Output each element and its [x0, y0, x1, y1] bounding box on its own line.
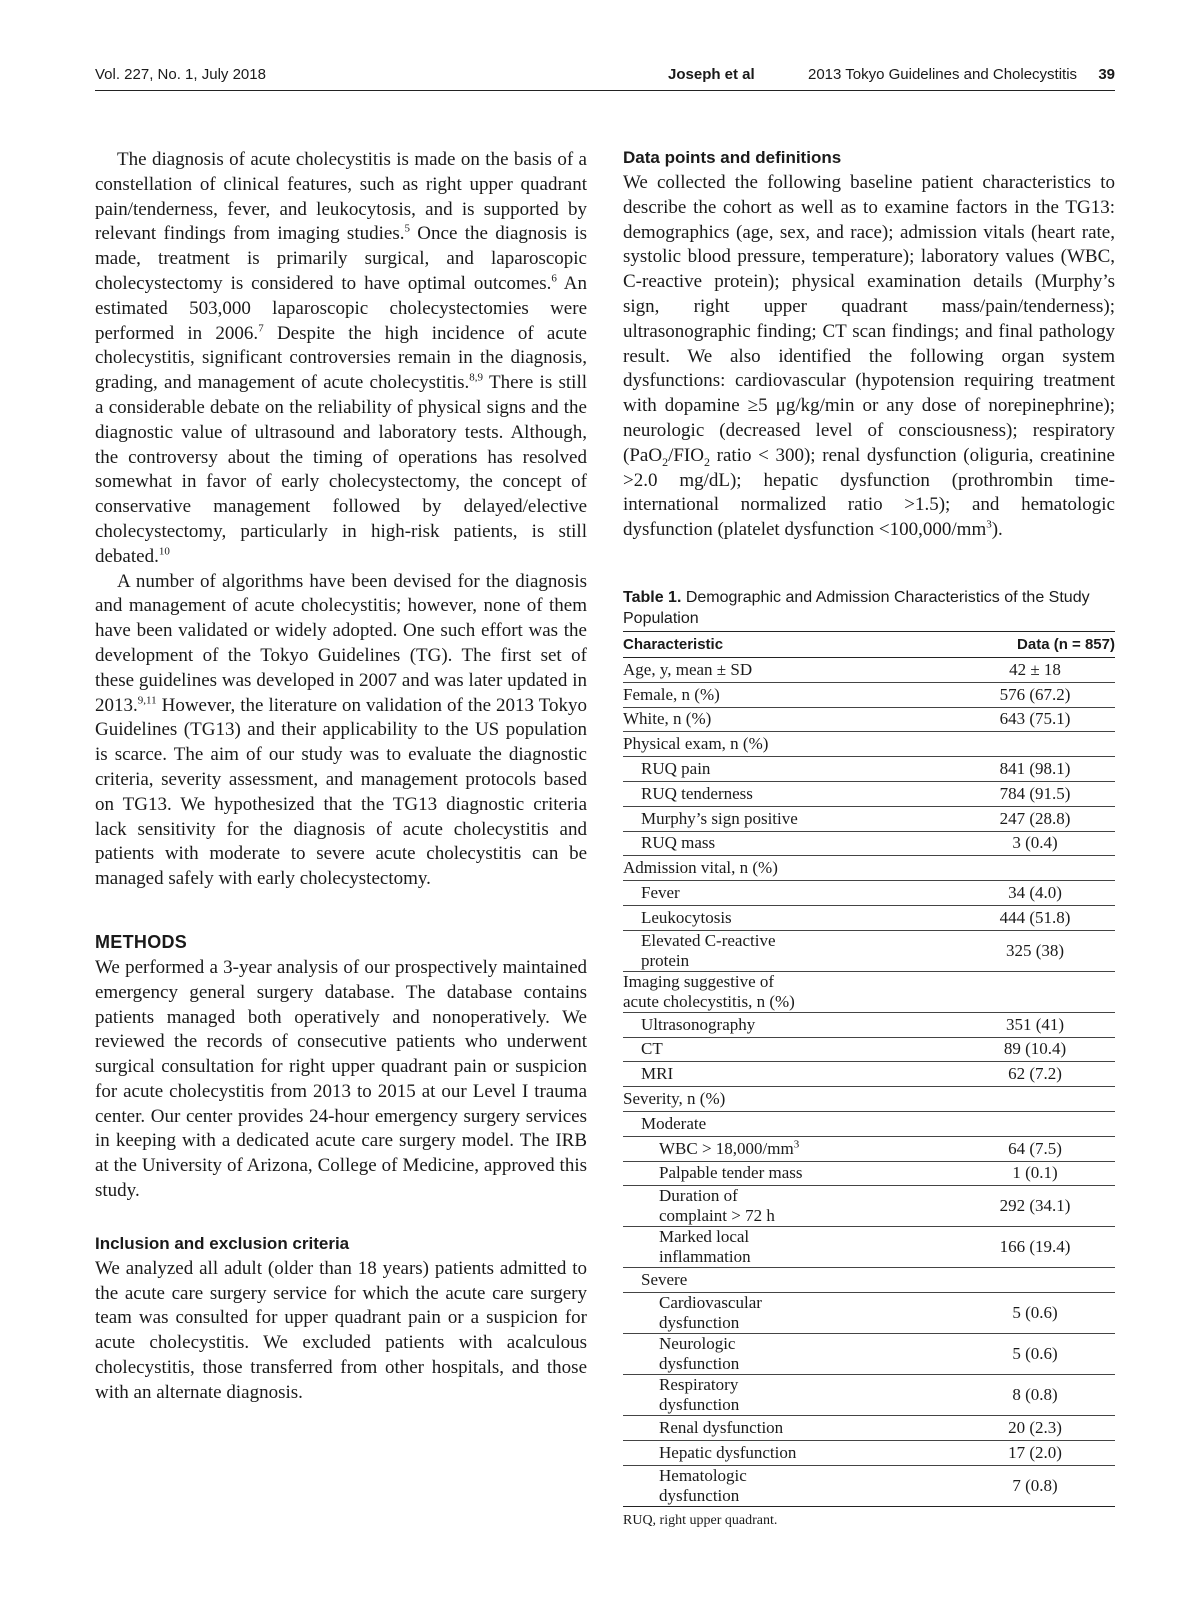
row-label: Female, n (%) [623, 682, 805, 707]
row-label: Moderate [623, 1111, 805, 1136]
row-value: 8 (0.8) [805, 1375, 1115, 1416]
row-value: 643 (75.1) [805, 707, 1115, 732]
table-row [623, 757, 1115, 782]
row-value: 1 (0.1) [805, 1161, 1115, 1186]
data-points-heading: Data points and definitions [623, 148, 842, 167]
volume-info: Vol. 227, No. 1, July 2018 [95, 66, 266, 83]
row-value: 42 ± 18 [805, 657, 1115, 682]
row-label: Ultrasonography [623, 1012, 805, 1037]
row-label: Fever [623, 881, 805, 906]
table-row [623, 1293, 1115, 1334]
row-value: 17 (2.0) [805, 1440, 1115, 1465]
row-label: MRI [623, 1062, 805, 1087]
table-row [623, 1268, 1115, 1293]
table-row [623, 1375, 1115, 1416]
row-label: WBC > $18,000/mm^3$ [623, 1136, 805, 1161]
characteristics-table [623, 631, 1115, 1507]
row-label: Renal dysfunction [623, 1416, 805, 1441]
row-label: Age, y, mean ± SD [623, 657, 805, 682]
table-header-row [623, 631, 1115, 657]
row-value: 89 (10.4) [805, 1037, 1115, 1062]
row-value [805, 1111, 1115, 1136]
row-label: Cardiovascular dysfunction [623, 1293, 805, 1334]
row-label: Severe [623, 1268, 805, 1293]
table-row [623, 1087, 1115, 1112]
table-row [623, 971, 1115, 1012]
table-row [623, 1062, 1115, 1087]
intro-paragraph-1: The diagnosis of acute cholecystitis is made on the basis of a constellation of clinical features, such as right upper quadrant pain/tenderness, fever, and leukocytosis, and is supported by relevant findings from imaging studies.$^5$ Once the diagnosis is made, treatment is primarily surgical, and laparoscopic cholecystectomy is considered to have optimal outcomes.$^6$ An estimated 503,000 laparoscopic cholecystectomies were performed in 2006.$^7$ Despite the high incidence of acute cholecystitis, significant controversies remain in the diagnosis, grading, and management of acute cholecystitis.$^{8,9}$ There is still a considerable debate on the reliability of physical signs and the diagnostic value of ultrasound and laboratory tests. Although, the controversy about the timing of operations has resolved somewhat in favor of early cholecystectomy, the concept of conservative management followed by delayed/elective cholecystectomy, particularly in high-risk patients, is still debated.$^{10}$ [95, 149, 587, 567]
table-1 [623, 587, 1115, 1529]
table-row [623, 831, 1115, 856]
table-row [623, 905, 1115, 930]
table-row [623, 657, 1115, 682]
author-label: Joseph et al [668, 66, 755, 83]
row-label: RUQ tenderness [623, 781, 805, 806]
inclusion-paragraph: We analyzed all adult (older than 18 years) patients admitted to the acute care surgery service for which the acute care surgery team was consulted for upper quadrant pain or a suspicion for acute cholecystitis. We excluded patients with acalculous cholecystitis, those transferred from other hospitals, and those with an alternate diagnosis. [95, 1257, 587, 1403]
row-label: Imaging suggestive of acute cholecystitis, n (%) [623, 971, 805, 1012]
row-value: 64 (7.5) [805, 1136, 1115, 1161]
row-value [805, 856, 1115, 881]
row-value: 351 (41) [805, 1012, 1115, 1037]
inclusion-heading: Inclusion and exclusion criteria [95, 1233, 350, 1253]
row-label: White, n (%) [623, 707, 805, 732]
table-row [623, 781, 1115, 806]
table-row [623, 732, 1115, 757]
table-row [623, 1465, 1115, 1506]
row-value: 784 (91.5) [805, 781, 1115, 806]
row-value: 5 (0.6) [805, 1334, 1115, 1375]
table-row [623, 1012, 1115, 1037]
row-value: 5 (0.6) [805, 1293, 1115, 1334]
row-value [805, 1268, 1115, 1293]
column-header-characteristic: Characteristic [623, 631, 805, 657]
row-label: Respiratory dysfunction [623, 1375, 805, 1416]
table-row [623, 1416, 1115, 1441]
running-header [95, 64, 1115, 91]
row-label: Hepatic dysfunction [623, 1440, 805, 1465]
table-caption: Table 1. Demographic and Admission Characteristics of the Study Population [623, 588, 1090, 627]
table-row [623, 1037, 1115, 1062]
methods-heading: METHODS [95, 931, 188, 952]
row-value: 20 (2.3) [805, 1416, 1115, 1441]
row-value [805, 732, 1115, 757]
row-label: Neurologic dysfunction [623, 1334, 805, 1375]
row-label: Admission vital, n (%) [623, 856, 805, 881]
column-header-data: Data (n = 857) [805, 631, 1115, 657]
table-row [623, 856, 1115, 881]
row-value: 292 (34.1) [805, 1186, 1115, 1227]
table-row [623, 1334, 1115, 1375]
table-row [623, 1227, 1115, 1268]
intro-paragraph-2: A number of algorithms have been devised for the diagnosis and management of acute cholecystitis; however, none of them have been validated or widely adopted. One such effort was the development of the Tokyo Guidelines (TG). The first set of these guidelines was developed in 2007 and was later updated in 2013.$^{9,11}$ However, the literature on validation of the 2013 Tokyo Guidelines (TG13) and their applicability to the US population is scarce. The aim of our study was to evaluate the diagnostic criteria, severity assessment, and management protocols based on TG13. We hypothesized that the TG13 diagnostic criteria lack sensitivity for the diagnosis of acute cholecystitis and patients with moderate to severe acute cholecystitis can be managed safely with early cholecystectomy. [95, 570, 587, 890]
left-column [95, 148, 587, 1406]
row-value: 34 (4.0) [805, 881, 1115, 906]
row-label: RUQ mass [623, 831, 805, 856]
row-value: 7 (0.8) [805, 1465, 1115, 1506]
data-points-paragraph: We collected the following baseline patient characteristics to describe the cohort as well as to examine factors in the TG13: demographics (age, sex, and race); admission vitals (heart rate, systolic blood pressure, temperature); laboratory values (WBC, C-reactive protein); physical examination details (Murphy’s sign, right upper quadrant mass/pain/tenderness); ultrasonographic finding; CT scan findings; and final pathology result. We also identified the following organ system dysfunctions: cardiovascular (hypotension requiring treatment with dopamine ≥5 μg/kg/min or any dose of norepinephrine); neurologic (decreased level of consciousness); respiratory ($PaO_2/FIO_2$ ratio < 300); renal dysfunction (oliguria, creatinine >2.0 mg/dL); hepatic dysfunction (prothrombin time-international normalized ratio >1.5); and hematologic dysfunction (platelet dysfunction $<100,000/mm^3$). [623, 172, 1115, 541]
row-value: 62 (7.2) [805, 1062, 1115, 1087]
row-label: Murphy’s sign positive [623, 806, 805, 831]
row-value: 576 (67.2) [805, 682, 1115, 707]
row-value: 325 (38) [805, 930, 1115, 971]
table-row [623, 881, 1115, 906]
row-label: Physical exam, n (%) [623, 732, 805, 757]
page-number: 39 [1098, 66, 1115, 83]
table-row [623, 1136, 1115, 1161]
table-row [623, 1186, 1115, 1227]
row-value: 841 (98.1) [805, 757, 1115, 782]
running-title: 2013 Tokyo Guidelines and Cholecystitis [808, 66, 1078, 83]
row-value [805, 971, 1115, 1012]
row-label: Hematologic dysfunction [623, 1465, 805, 1506]
row-label: Leukocytosis [623, 905, 805, 930]
row-label: Duration of complaint > 72 h [623, 1186, 805, 1227]
row-label: CT [623, 1037, 805, 1062]
row-label: Palpable tender mass [623, 1161, 805, 1186]
row-label: Marked local inflammation [623, 1227, 805, 1268]
table-row [623, 930, 1115, 971]
right-column [623, 148, 1115, 1529]
row-value: 3 (0.4) [805, 831, 1115, 856]
row-value: 166 (19.4) [805, 1227, 1115, 1268]
row-label: RUQ pain [623, 757, 805, 782]
table-row [623, 707, 1115, 732]
table-footnote: RUQ, right upper quadrant. [623, 1512, 778, 1528]
table-row [623, 1440, 1115, 1465]
table-row [623, 806, 1115, 831]
table-row [623, 1161, 1115, 1186]
table-row [623, 1111, 1115, 1136]
table-row [623, 682, 1115, 707]
row-value: 247 (28.8) [805, 806, 1115, 831]
row-value [805, 1087, 1115, 1112]
methods-paragraph: We performed a 3-year analysis of our prospectively maintained emergency general surgery database. The database contains patients managed both operatively and nonoperatively. We reviewed the records of consecutive patients who underwent surgical consultation for right upper quadrant pain or suspicion for acute cholecystitis from 2013 to 2015 at our Level I trauma center. Our center provides 24-hour emergency surgery services in keeping with a dedicated acute care surgery model. The IRB at the University of Arizona, College of Medicine, approved this study. [95, 956, 587, 1202]
row-label: Elevated C-reactive protein [623, 930, 805, 971]
row-label: Severity, n (%) [623, 1087, 805, 1112]
row-value: 444 (51.8) [805, 905, 1115, 930]
